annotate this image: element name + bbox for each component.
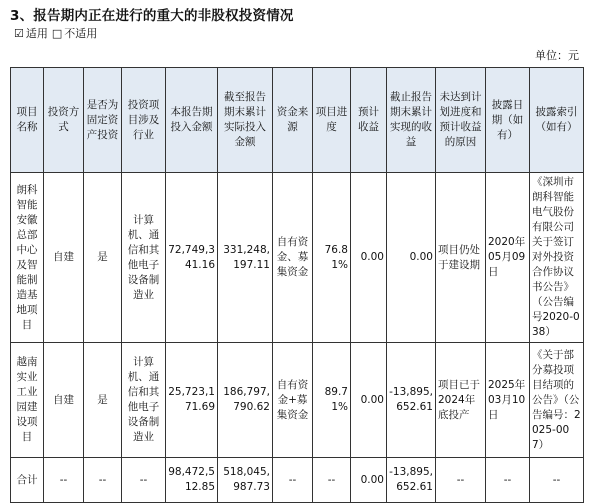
cell-disclosure-index: 《关于部分募投项目结项的公告》（公告编号：2025-007） (530, 343, 584, 458)
cell-investment-method: -- (44, 458, 84, 503)
cell-cumulative-investment: 331,248,197.11 (218, 173, 273, 343)
header-cell: 投资方式 (44, 68, 84, 173)
cell-disclosure-date: -- (486, 458, 530, 503)
cell-progress: 89.71% (313, 343, 351, 458)
header-cell: 投资项目涉及行业 (122, 68, 166, 173)
cell-expected-return: 0.00 (351, 173, 387, 343)
cell-expected-return: 0.00 (351, 458, 387, 503)
cell-industry: -- (122, 458, 166, 503)
cell-project-name: 朗科智能安徽总部中心及智能制造基地项目 (11, 173, 44, 343)
table-header-row (11, 68, 584, 173)
cell-industry: 计算机、通信和其他电子设备制造业 (122, 173, 166, 343)
cell-realized-return: -13,895,652.61 (387, 343, 436, 458)
not-applicable-label: 不适用 (64, 27, 98, 40)
header-cell: 项目名称 (11, 68, 44, 173)
header-cell: 截至报告期末累计实际投入金额 (218, 68, 273, 173)
cell-investment-method: 自建 (44, 343, 84, 458)
header-cell: 资金来源 (273, 68, 313, 173)
cell-industry: 计算机、通信和其他电子设备制造业 (122, 343, 166, 458)
cell-reason: 项目已于2024年底投产 (436, 343, 486, 458)
cell-realized-return: 0.00 (387, 173, 436, 343)
cell-project-name: 越南实业工业园建设项目 (11, 343, 44, 458)
cell-progress: 76.81% (313, 173, 351, 343)
header-cell: 项目进度 (313, 68, 351, 173)
cell-disclosure-index: 《深圳市朗科智能电气股份有限公司关于签订对外投资合作协议书公告》（公告编号2020-038） (530, 173, 584, 343)
section-heading: 3、报告期内正在进行的重大的非股权投资情况 (10, 8, 294, 24)
table-row (11, 343, 584, 458)
cell-progress: -- (313, 458, 351, 503)
cell-fund-source: 自有资金+募集资金 (273, 343, 313, 458)
cell-fund-source: -- (273, 458, 313, 503)
cell-period-investment: 98,472,512.85 (166, 458, 218, 503)
header-cell: 披露日期（如有） (486, 68, 530, 173)
cell-disclosure-date: 2020年05月09日 (486, 173, 530, 343)
cell-period-investment: 72,749,341.16 (166, 173, 218, 343)
table-total-row (11, 458, 584, 503)
cell-investment-method: 自建 (44, 173, 84, 343)
header-cell: 披露索引（如有） (530, 68, 584, 173)
applicability-options (14, 25, 97, 41)
cell-cumulative-investment: 518,045,987.73 (218, 458, 273, 503)
header-cell: 未达到计划进度和预计收益的原因 (436, 68, 486, 173)
investment-table (10, 67, 584, 503)
cell-fixed-asset: -- (84, 458, 122, 503)
cell-realized-return: -13,895,652.61 (387, 458, 436, 503)
checked-checkbox-icon: ☑ (14, 26, 24, 40)
cell-reason: -- (436, 458, 486, 503)
cell-total-label: 合计 (11, 458, 44, 503)
header-cell: 本报告期投入金额 (166, 68, 218, 173)
cell-disclosure-index: -- (530, 458, 584, 503)
cell-fund-source: 自有资金、募集资金 (273, 173, 313, 343)
cell-fixed-asset: 是 (84, 173, 122, 343)
unit-label: 单位：元 (535, 49, 579, 62)
header-cell: 是否为固定资产投资 (84, 68, 122, 173)
cell-cumulative-investment: 186,797,790.62 (218, 343, 273, 458)
header-cell: 截止报告期末累计实现的收益 (387, 68, 436, 173)
table-row (11, 173, 584, 343)
unchecked-checkbox-icon: □ (51, 26, 63, 40)
applicable-label: 适用 (25, 27, 48, 40)
cell-fixed-asset: 是 (84, 343, 122, 458)
header-cell: 预计收益 (351, 68, 387, 173)
cell-period-investment: 25,723,171.69 (166, 343, 218, 458)
cell-reason: 项目仍处于建设期 (436, 173, 486, 343)
cell-disclosure-date: 2025年03月10日 (486, 343, 530, 458)
cell-expected-return: 0.00 (351, 343, 387, 458)
